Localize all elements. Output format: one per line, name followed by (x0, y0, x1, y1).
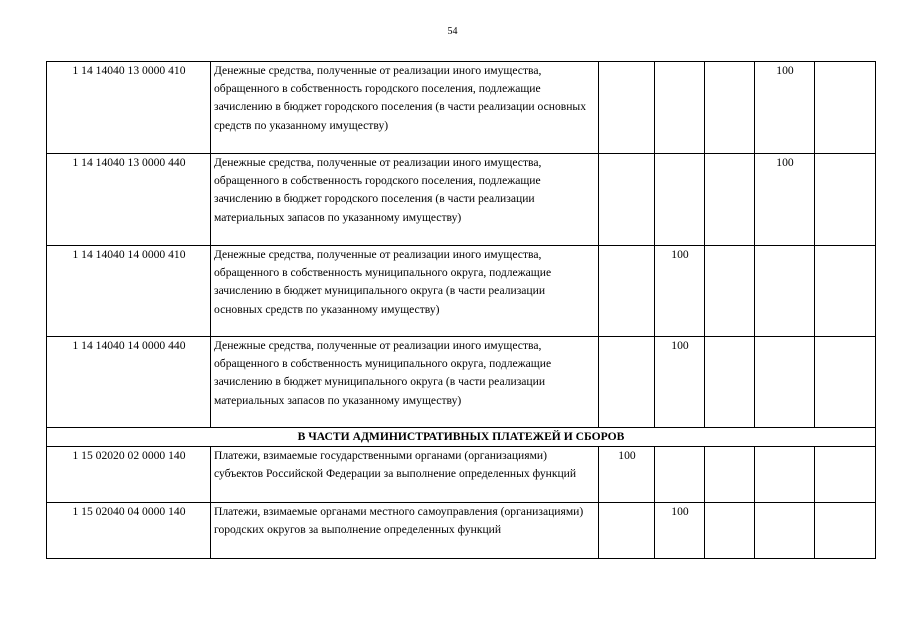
table-row (47, 447, 876, 503)
value-cell: 100 (655, 246, 705, 337)
value-cell (815, 246, 876, 337)
revenue-code: 1 14 14040 13 0000 440 (47, 154, 211, 246)
value-cell (599, 503, 655, 559)
value-cell (705, 154, 755, 246)
value-cell (655, 62, 705, 154)
value-cell (655, 154, 705, 246)
table-row (47, 503, 876, 559)
table-row (47, 337, 876, 428)
revenue-code: 1 14 14040 13 0000 410 (47, 62, 211, 154)
table-row (47, 246, 876, 337)
value-cell: 100 (655, 337, 705, 428)
value-cell (755, 337, 815, 428)
page-number: 54 (447, 26, 458, 37)
revenue-description: Денежные средства, полученные от реализации иного имущества, обращенного в собственность городского поселения, подлежащие зачислению в бюджет городского поселения (в части реализации материальных запасов по указанному имуществу) (211, 154, 599, 246)
revenue-code: 1 15 02040 04 0000 140 (47, 503, 211, 559)
value-cell (705, 246, 755, 337)
revenue-description: Денежные средства, полученные от реализации иного имущества, обращенного в собственность муниципального округа, подлежащие зачислению в бюджет муниципального округа (в части реализации основных средств по указанному имуществу) (211, 246, 599, 337)
value-cell: 100 (755, 62, 815, 154)
value-cell (815, 154, 876, 246)
value-cell: 100 (755, 154, 815, 246)
revenue-code: 1 15 02020 02 0000 140 (47, 447, 211, 503)
table-row (47, 62, 876, 154)
value-cell (705, 337, 755, 428)
value-cell (705, 447, 755, 503)
value-cell (815, 62, 876, 154)
revenue-distribution-table (46, 61, 876, 559)
value-cell (599, 62, 655, 154)
value-cell (599, 337, 655, 428)
value-cell (755, 246, 815, 337)
revenue-code: 1 14 14040 14 0000 440 (47, 337, 211, 428)
value-cell (705, 62, 755, 154)
section-header-row (47, 428, 876, 447)
value-cell (755, 447, 815, 503)
value-cell (815, 503, 876, 559)
value-cell (755, 503, 815, 559)
value-cell: 100 (599, 447, 655, 503)
value-cell: 100 (655, 503, 705, 559)
revenue-description: Платежи, взимаемые государственными органами (организациями) субъектов Российской Федерации за выполнение определенных функций (211, 447, 599, 503)
value-cell (815, 447, 876, 503)
revenue-code: 1 14 14040 14 0000 410 (47, 246, 211, 337)
value-cell (599, 246, 655, 337)
value-cell (655, 447, 705, 503)
table-row (47, 154, 876, 246)
revenue-description: Платежи, взимаемые органами местного самоуправления (организациями) городских округов за выполнение определенных функций (211, 503, 599, 559)
value-cell (599, 154, 655, 246)
revenue-description: Денежные средства, полученные от реализации иного имущества, обращенного в собственность городского поселения, подлежащие зачислению в бюджет городского поселения (в части реализации основных средств по указанному имуществу) (211, 62, 599, 154)
revenue-description: Денежные средства, полученные от реализации иного имущества, обращенного в собственность муниципального округа, подлежащие зачислению в бюджет муниципального округа (в части реализации материальных запасов по указанному имуществу) (211, 337, 599, 428)
value-cell (815, 337, 876, 428)
value-cell (705, 503, 755, 559)
section-title: В ЧАСТИ АДМИНИСТРАТИВНЫХ ПЛАТЕЖЕЙ И СБОРОВ (47, 428, 876, 447)
